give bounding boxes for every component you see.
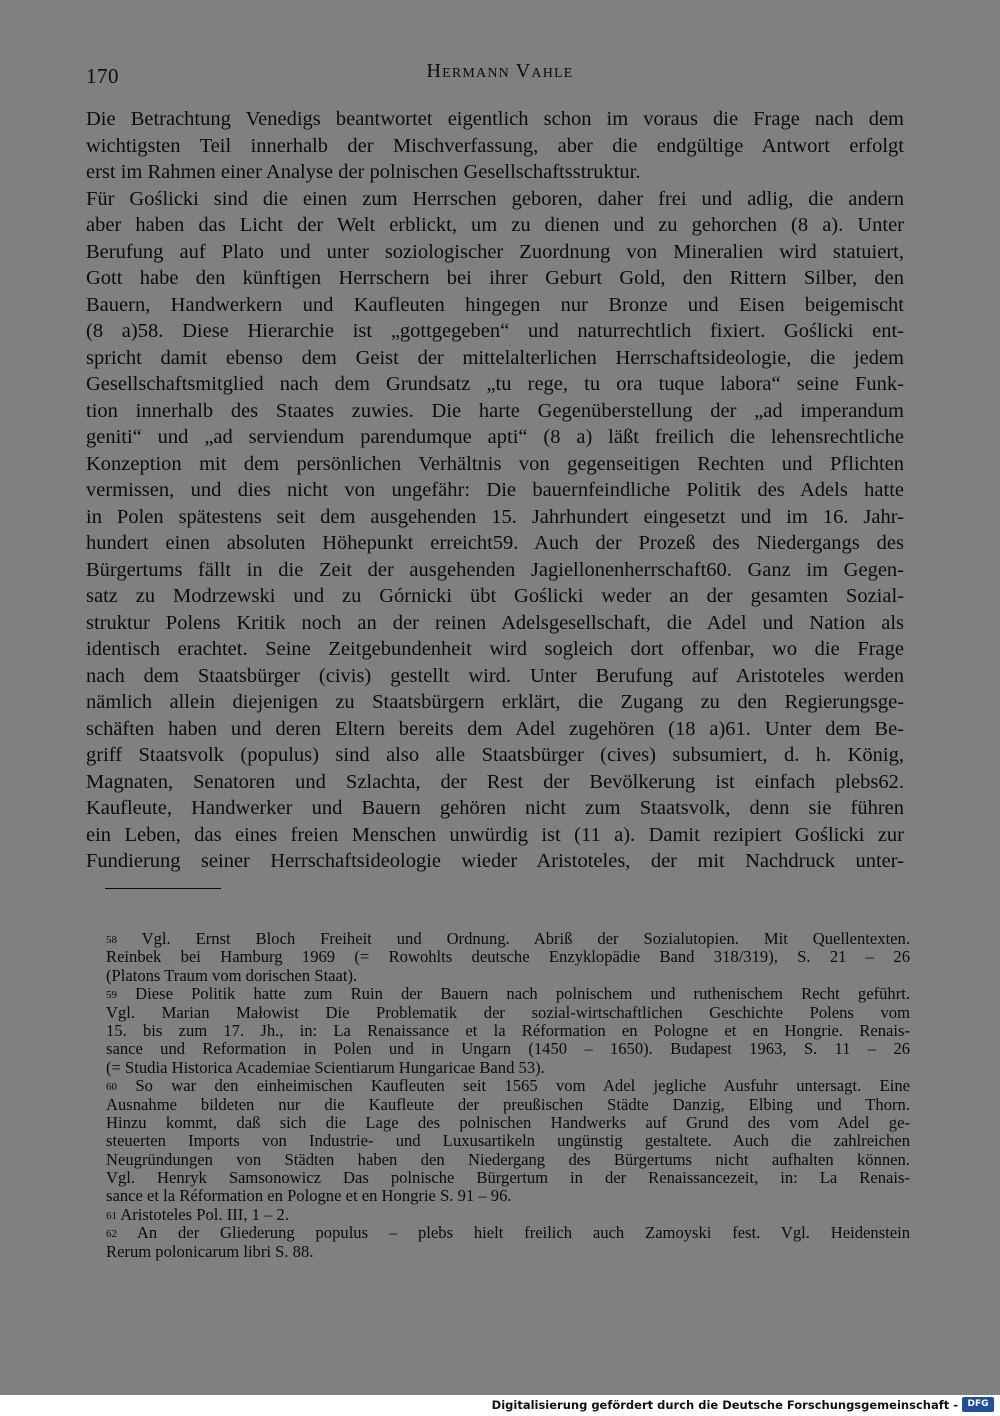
- footnote-line: Neugründungen von Städten haben den Niedergang des Bürgertums nicht aufhalten können.: [106, 1150, 910, 1169]
- body-line: geniti“ und „ad serviendum parendumque apti“ (8 a) läßt freilich die lehensrechtliche: [86, 426, 904, 448]
- footnote-line: $^{60}$ So war den einheimischen Kaufleuten seit 1565 vom Adel jegliche Ausfuhr untersagt. Eine: [106, 1077, 910, 1096]
- footnote-line: (Platons Traum vom dorischen Staat).: [106, 966, 358, 985]
- body-line: struktur Polens Kritik noch an der reinen Adelsgesellschaft, die Adel und Nation als: [86, 611, 904, 634]
- footnote-line: Hinzu kommt, daß sich die Lage des polnischen Handwerks auf Grund des vom Adel ge-: [106, 1113, 910, 1132]
- footnote-line: sance und Reformation in Polen und in Ungarn (1450 – 1650). Budapest 1963, S. 11 – 26: [106, 1040, 910, 1059]
- page-number: 170: [86, 64, 119, 88]
- footnote-line: $^{61}$ Aristoteles Pol. III, 1 – 2.: [106, 1205, 289, 1224]
- footnote-number: 60: [106, 1081, 117, 1094]
- footnote-number: 59: [106, 989, 117, 1002]
- footnote-number: 58: [106, 934, 117, 946]
- footnote-line: (= Studia Historica Academiae Scientiarum Hungaricae Band 53).: [106, 1058, 545, 1077]
- body-line: schäften haben und deren Eltern bereits dem Adel zugehören (18 a)61. Unter dem Be-: [86, 717, 904, 740]
- footnote-line: Rerum polonicarum libri S. 88.: [106, 1242, 314, 1261]
- body-line: spricht damit ebenso dem Geist der mittelalterlichen Herrschaftsideologie, die jedem: [86, 346, 904, 369]
- body-line: Gott habe den künftigen Herrschern bei ihrer Geburt Gold, den Rittern Silber, den: [86, 267, 904, 289]
- body-line: nach dem Staatsbürger (civis) gestellt wird. Unter Berufung auf Aristoteles werden: [86, 664, 904, 687]
- footnote-line: $^{58}$ Vgl. Ernst Bloch Freiheit und Ordnung. Abriß der Sozialutopien. Mit Quellentexten.: [106, 930, 910, 948]
- body-line: Magnaten, Senatoren und Szlachta, der Rest der Bevölkerung ist einfach plebs62.: [86, 770, 904, 793]
- body-line: identisch erachtet. Seine Zeitgebundenheit wird sogleich dort offenbar, wo die Frage: [86, 638, 904, 660]
- body-line: (8 a)58. Diese Hierarchie ist „gottgegeben“ und naturrechtlich fixiert. Goślicki ent-: [86, 320, 904, 342]
- footnote-line: Reinbek bei Hamburg 1969 (= Rowohlts deutsche Enzyklopädie Band 318/319), S. 21 – 26: [106, 948, 910, 967]
- footnote-number: 61: [106, 1209, 117, 1222]
- credit-bar: [0, 1395, 1000, 1416]
- body-line: Konzeption mit dem persönlichen Verhältnis von gegenseitigen Rechten und Pflichten: [86, 452, 904, 475]
- body-line: Fundierung seiner Herrschaftsideologie wieder Aristoteles, der mit Nachdruck unter-: [86, 850, 904, 872]
- footnote-line: $^{62}$ An der Gliederung populus – plebs hielt freilich auch Zamoyski fest. Vgl. Heidenstein: [106, 1224, 910, 1243]
- body-line: ein Leben, das eines freien Menschen unwürdig ist (11 a). Damit rezipiert Goślicki zur: [86, 823, 904, 846]
- body-line: Bauern, Handwerkern und Kaufleuten hingegen nur Bronze und Eisen beigemischt: [86, 293, 904, 316]
- body-line: aber haben das Licht der Welt erblickt, um zu dienen und zu gehorchen (8 a). Unter: [86, 214, 904, 236]
- body-line: tion innerhalb des Staates zuwies. Die harte Gegenüberstellung der „ad imperandum: [86, 399, 904, 422]
- body-line: satz zu Modrzewski und zu Górnicki übt Goślicki weder an der gesamten Sozial-: [86, 585, 904, 607]
- dfg-logo-icon: DFG: [962, 1397, 994, 1412]
- footnote-line: steuerten Imports von Industrie- und Luxusartikeln ungünstig gestaltete. Auch die zahlreichen: [106, 1132, 910, 1151]
- footnote-line: $^{59}$ Diese Politik hatte zum Ruin der Bauern nach polnischem und ruthenischem Recht geführt.: [106, 985, 910, 1004]
- footnotes: [106, 930, 910, 1261]
- footnote-line: Vgl. Marian Małowist Die Problematik der sozial-wirtschaftlichen Geschichte Polens vom: [106, 1003, 910, 1022]
- footnote-line: sance et la Réformation en Pologne et en Hongrie S. 91 – 96.: [106, 1187, 512, 1206]
- body-line: Bürgertums fällt in die Zeit der ausgehenden Jagiellonenherrschaft60. Ganz im Gegen-: [86, 558, 904, 581]
- footnote-line: 15. bis zum 17. Jh., in: La Renaissance et la Réformation en Pologne et en Hongrie. Renais-: [106, 1021, 910, 1040]
- running-head: Hermann Vahle: [426, 60, 574, 82]
- footnote-line: Vgl. Henryk Samsonowicz Das polnische Bürgertum in der Renaissancezeit, in: La Renais-: [106, 1169, 910, 1188]
- body-line: Kaufleute, Handwerker und Bauern gehören nicht zum Staatsvolk, denn sie führen: [86, 797, 904, 819]
- body-line: Gesellschaftsmitglied nach dem Grundsatz „tu rege, tu ora tuque labora“ seine Funk-: [86, 373, 904, 395]
- body-line: Berufung auf Plato und unter soziologischer Zuordnung von Mineralien wird statuiert,: [86, 240, 904, 263]
- body-line: griff Staatsvolk (populus) sind also alle Staatsbürger (cives) subsumiert, d. h. König,: [86, 744, 904, 766]
- body-line: in Polen spätestens seit dem ausgehenden 15. Jahrhundert eingesetzt und im 16. Jahr-: [86, 505, 904, 528]
- footnote-line: Ausnahme bildeten nur die Kaufleute der preußischen Städte Danzig, Elbing und Thorn.: [106, 1095, 910, 1114]
- body-line: wichtigsten Teil innerhalb der Mischverfassung, aber die endgültige Antwort erfolgt: [86, 134, 904, 157]
- body-line: vermissen, und dies nicht von ungefähr: Die bauernfeindliche Politik des Adels hatte: [86, 479, 904, 501]
- body-line: hundert einen absoluten Höhepunkt erreicht59. Auch der Prozeß des Niedergangs des: [86, 532, 904, 554]
- body-line: nämlich allein diejenigen zu Staatsbürgern erklärt, die Zugang zu den Regierungsge-: [86, 691, 904, 713]
- body-line: erst im Rahmen einer Analyse der polnischen Gesellschaftsstruktur.: [86, 161, 641, 183]
- footnote-rule: [105, 888, 221, 889]
- body-line: Die Betrachtung Venedigs beantwortet eigentlich schon im voraus die Frage nach dem: [86, 108, 904, 130]
- funding-credit: Digitalisierung gefördert durch die Deutsche Forschungsgemeinschaft -: [491, 1398, 958, 1412]
- body-line: Für Goślicki sind die einen zum Herrschen geboren, daher frei und adlig, die andern: [86, 187, 904, 210]
- footnote-number: 62: [106, 1228, 117, 1241]
- body-text: [86, 106, 904, 875]
